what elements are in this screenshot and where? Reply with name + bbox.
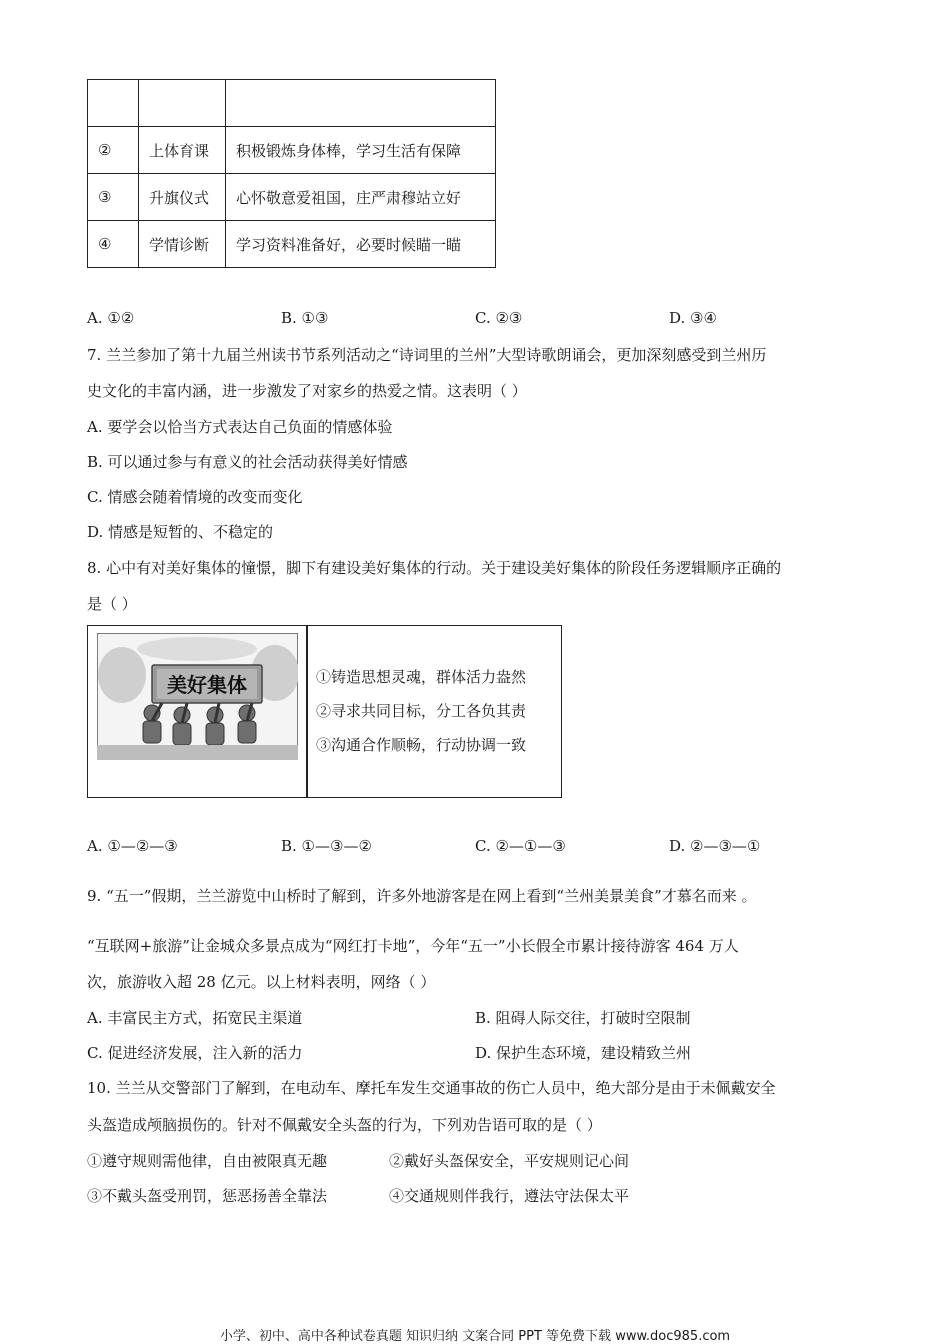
table-row — [88, 174, 496, 221]
q6-option-d[interactable]: D. ③④ — [669, 309, 717, 327]
q10-stem-line2: 头盔造成颅脑损伤的。针对不佩戴安全头盔的行为，下列劝告语可取的是（ ） — [87, 1116, 602, 1134]
q10-statement-1: ①遵守规则需他律，自由被限真无趣 — [87, 1152, 328, 1170]
table-row — [88, 221, 496, 268]
q9-option-d[interactable]: D. 保护生态环境，建设精致兰州 — [475, 1044, 692, 1062]
q10-statement-4: ④交通规则伴我行，遵法守法保太平 — [389, 1187, 630, 1205]
q7-option-a[interactable]: A. 要学会以恰当方式表达自己负面的情感体验 — [87, 418, 393, 436]
table-cell-desc: 积极锻炼身体棒，学习生活有保障 — [226, 127, 496, 174]
q7-option-c[interactable]: C. 情感会随着情境的改变而变化 — [87, 488, 303, 506]
q6-option-a[interactable]: A. ①② — [87, 309, 135, 327]
table-cell-item — [139, 80, 226, 127]
table-cell-item: 学情诊断 — [139, 221, 226, 268]
q9-option-c[interactable]: C. 促进经济发展，注入新的活力 — [87, 1044, 303, 1062]
table-cell-item: 升旗仪式 — [139, 174, 226, 221]
q9-stem-line3: 次，旅游收入超 28 亿元。以上材料表明，网络（ ） — [87, 973, 436, 991]
q8-item-2: ②寻求共同目标，分工各负其责 — [316, 702, 527, 720]
options-table — [87, 79, 496, 268]
q10-statement-2: ②戴好头盔保安全，平安规则记心间 — [389, 1152, 630, 1170]
q8-option-a[interactable]: A. ①—②—③ — [87, 837, 178, 855]
q8-option-c[interactable]: C. ②—①—③ — [475, 837, 566, 855]
q7-option-b[interactable]: B. 可以通过参与有意义的社会活动获得美好情感 — [87, 453, 408, 471]
box-divider — [306, 626, 308, 797]
sign-text: 美好集体 — [167, 673, 247, 697]
q7-option-d[interactable]: D. 情感是短暂的、不稳定的 — [87, 523, 274, 541]
q8-option-b[interactable]: B. ①—③—② — [281, 837, 372, 855]
q9-stem-line2: “互联网+旅游”让金城众多景点成为“网红打卡地”，今年“五一”小长假全市累计接待游客 464 万人 — [87, 937, 739, 955]
q9-option-b[interactable]: B. 阻碍人际交往，打破时空限制 — [475, 1009, 691, 1027]
table-cell-num: ② — [88, 127, 139, 174]
q10-stem-line1: 10. 兰兰从交警部门了解到，在电动车、摩托车发生交通事故的伤亡人员中，绝大部分是由于未佩戴安全 — [87, 1079, 776, 1097]
table-cell-num: ④ — [88, 221, 139, 268]
q8-stem-line2: 是（ ） — [87, 595, 137, 613]
q8-option-d[interactable]: D. ②—③—① — [669, 837, 761, 855]
table-cell-desc: 学习资料准备好，必要时候瞄一瞄 — [226, 221, 496, 268]
q10-statement-3: ③不戴头盔受刑罚，惩恶扬善全靠法 — [87, 1187, 328, 1205]
table-cell-desc — [226, 80, 496, 127]
q6-option-b[interactable]: B. ①③ — [281, 309, 329, 327]
collective-illustration — [97, 633, 298, 760]
table-cell-num — [88, 80, 139, 127]
q9-option-a[interactable]: A. 丰富民主方式，拓宽民主渠道 — [87, 1009, 303, 1027]
q7-stem-line1: 7. 兰兰参加了第十九届兰州读书节系列活动之“诗词里的兰州”大型诗歌朗诵会，更加深刻感受到兰州历 — [87, 346, 767, 364]
table-cell-desc: 心怀敬意爱祖国，庄严肃穆站立好 — [226, 174, 496, 221]
table-cell-item: 上体育课 — [139, 127, 226, 174]
footer-banner: 小学、初中、高中各种试卷真题 知识归纳 文案合同 PPT 等免费下载 www.doc985.com — [219, 1329, 731, 1344]
q8-stem-line1: 8. 心中有对美好集体的憧憬，脚下有建设美好集体的行动。关于建设美好集体的阶段任务逻辑顺序正确的 — [87, 559, 782, 577]
q6-option-c[interactable]: C. ②③ — [475, 309, 523, 327]
q8-item-1: ①铸造思想灵魂，群体活力盎然 — [316, 668, 527, 686]
q8-material-box — [87, 625, 562, 798]
table-row — [88, 127, 496, 174]
q7-stem-line2: 史文化的丰富内涵，进一步激发了对家乡的热爱之情。这表明（ ） — [87, 382, 527, 400]
table-row — [88, 80, 496, 127]
q9-stem-line1: 9. “五一”假期，兰兰游览中山桥时了解到，许多外地游客是在网上看到“兰州美景美食”才慕名而来 。 — [87, 887, 757, 905]
q8-item-3: ③沟通合作顺畅，行动协调一致 — [316, 736, 527, 754]
table-cell-num: ③ — [88, 174, 139, 221]
